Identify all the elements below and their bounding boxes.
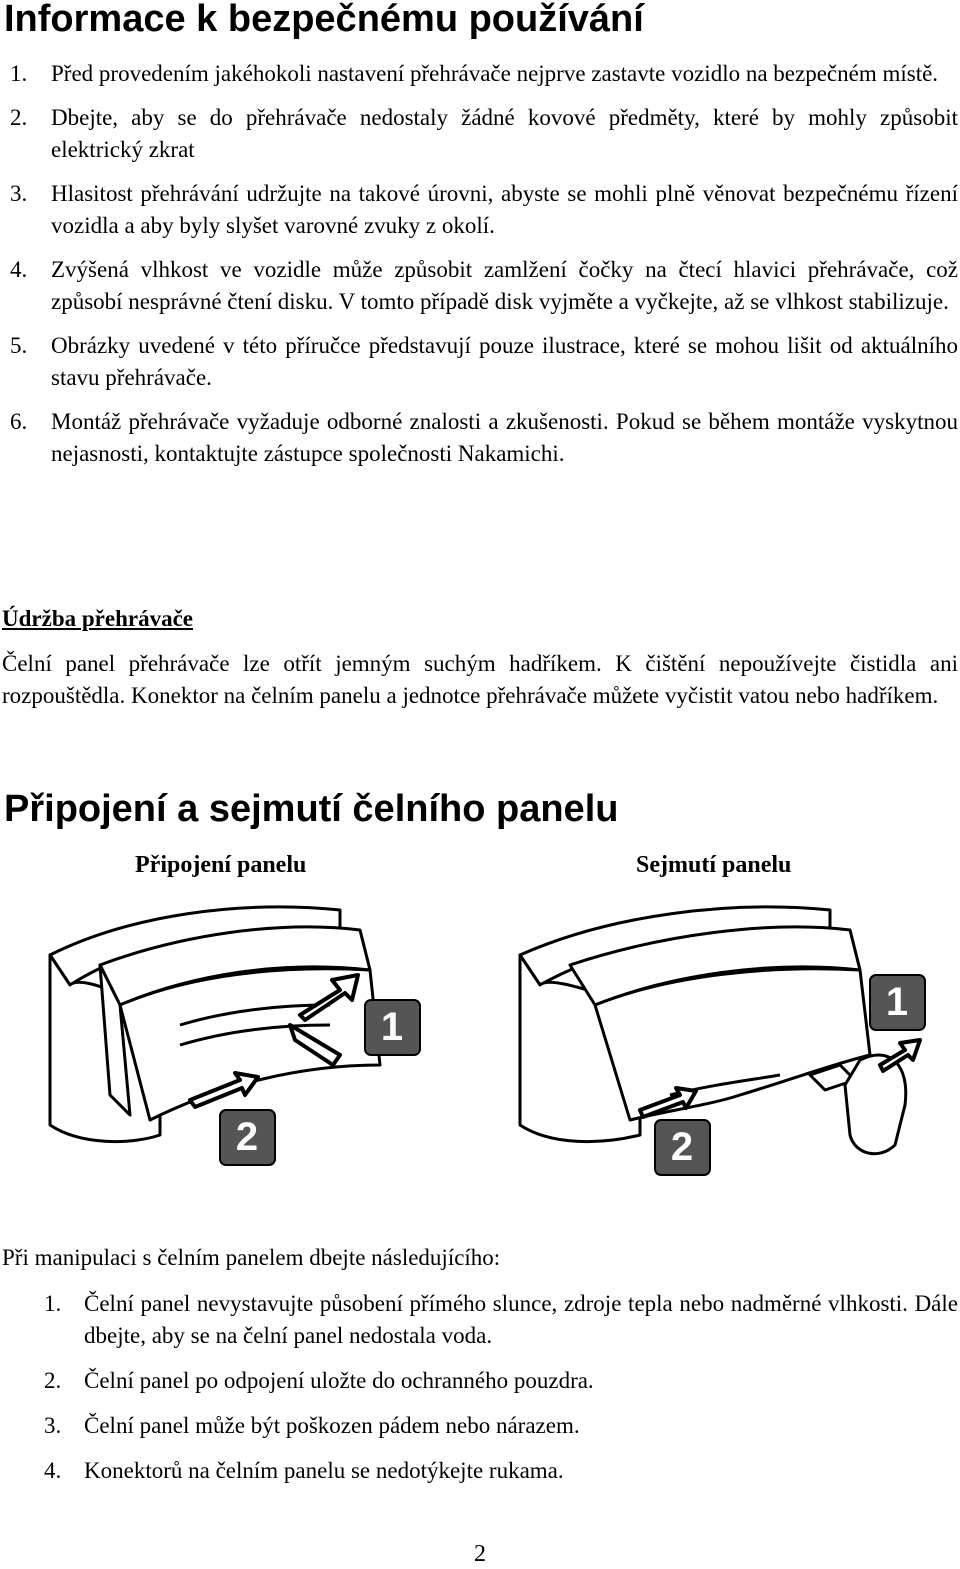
- list-item: [0, 178, 958, 242]
- list-item: [0, 254, 958, 318]
- page-number: 2: [474, 1541, 486, 1567]
- item-text: Obrázky uvedené v této příručce představují pouze ilustrace, které se mohou lišit od aktuálního stavu přehrávače.: [51, 333, 958, 390]
- item-number: 2.: [44, 1368, 62, 1393]
- item-text: Čelní panel po odpojení uložte do ochranného pouzdra.: [84, 1368, 594, 1393]
- item-number: 3.: [44, 1413, 62, 1438]
- remove-panel-illustration: [510, 895, 950, 1185]
- item-number: 1.: [44, 1291, 62, 1316]
- list-item: [0, 1455, 958, 1487]
- section-title-safety: Informace k bezpečnému používání: [4, 0, 644, 40]
- item-number: 4.: [44, 1458, 62, 1483]
- safety-list: [0, 58, 958, 482]
- list-item: [0, 102, 958, 166]
- finger: [845, 1055, 906, 1154]
- step-number: 1: [885, 980, 909, 1024]
- list-item: [0, 58, 958, 90]
- item-number: 4.: [10, 257, 28, 282]
- maintenance-text: Čelní panel přehrávače lze otřít jemným suchým hadříkem. K čištění nepoužívejte čistidla ani rozpouštědla. Konektor na čelním panelu a jednotce přehrávače můžete vyčistit vatou nebo hadříkem.: [2, 651, 958, 708]
- handling-intro: Při manipulaci s čelním panelem dbejte následujícího:: [2, 1245, 501, 1270]
- step-number: 2: [235, 1115, 259, 1159]
- item-text: Konektorů na čelním panelu se nedotýkejte rukama.: [84, 1458, 564, 1483]
- item-text: Čelní panel nevystavujte působení přímého slunce, zdroje tepla nebo nadměrné vlhkosti. Dále dbejte, aby se na čelní panel nedostala voda.: [84, 1291, 958, 1348]
- step-number: 1: [380, 1005, 404, 1049]
- list-item: [0, 1410, 958, 1442]
- list-item: [0, 406, 958, 470]
- item-text: Dbejte, aby se do přehrávače nedostaly žádné kovové předměty, které by mohly způsobit elektrický zkrat: [51, 105, 958, 162]
- step-number: 2: [670, 1125, 694, 1169]
- list-item: [0, 330, 958, 394]
- attach-panel-illustration: [40, 895, 440, 1185]
- item-number: 5.: [10, 333, 28, 358]
- item-text: Zvýšená vlhkost ve vozidle může způsobit zamlžení čočky na čtecí hlavici přehrávače, což způsobí nesprávné čtení disku. V tomto případě disk vyjměte a vyčkejte, až se vlhkost stabilizuje.: [51, 257, 958, 314]
- step-badge-1: [870, 975, 925, 1030]
- handling-list: [0, 1288, 958, 1500]
- step-badge-2: [220, 1110, 275, 1165]
- item-text: Čelní panel může být poškozen pádem nebo nárazem.: [84, 1413, 580, 1438]
- caption-remove-panel: Sejmutí panelu: [636, 852, 792, 878]
- list-item: [0, 1365, 958, 1397]
- maintenance-heading: Údržba přehrávače: [2, 606, 193, 631]
- item-text: Hlasitost přehrávání udržujte na takové úrovni, abyste se mohli plně věnovat bezpečnému řízení vozidla a aby byly slyšet varovné zvuky z okolí.: [51, 181, 958, 238]
- section-title-panel: Připojení a sejmutí čelního panelu: [4, 788, 619, 830]
- step-badge-1: [365, 1000, 420, 1055]
- caption-attach-panel: Připojení panelu: [135, 852, 307, 878]
- item-number: 2.: [10, 105, 28, 130]
- item-text: Montáž přehrávače vyžaduje odborné znalosti a zkušenosti. Pokud se během montáže vyskytnou nejasnosti, kontaktujte zástupce společnosti Nakamichi.: [51, 409, 958, 466]
- list-item: [0, 1288, 958, 1352]
- item-number: 6.: [10, 409, 28, 434]
- step-badge-2: [655, 1120, 710, 1175]
- item-number: 3.: [10, 181, 28, 206]
- item-text: Před provedením jakéhokoli nastavení přehrávače nejprve zastavte vozidlo na bezpečném místě.: [51, 61, 939, 86]
- item-number: 1.: [10, 61, 28, 86]
- front-panel-face: [595, 969, 870, 1120]
